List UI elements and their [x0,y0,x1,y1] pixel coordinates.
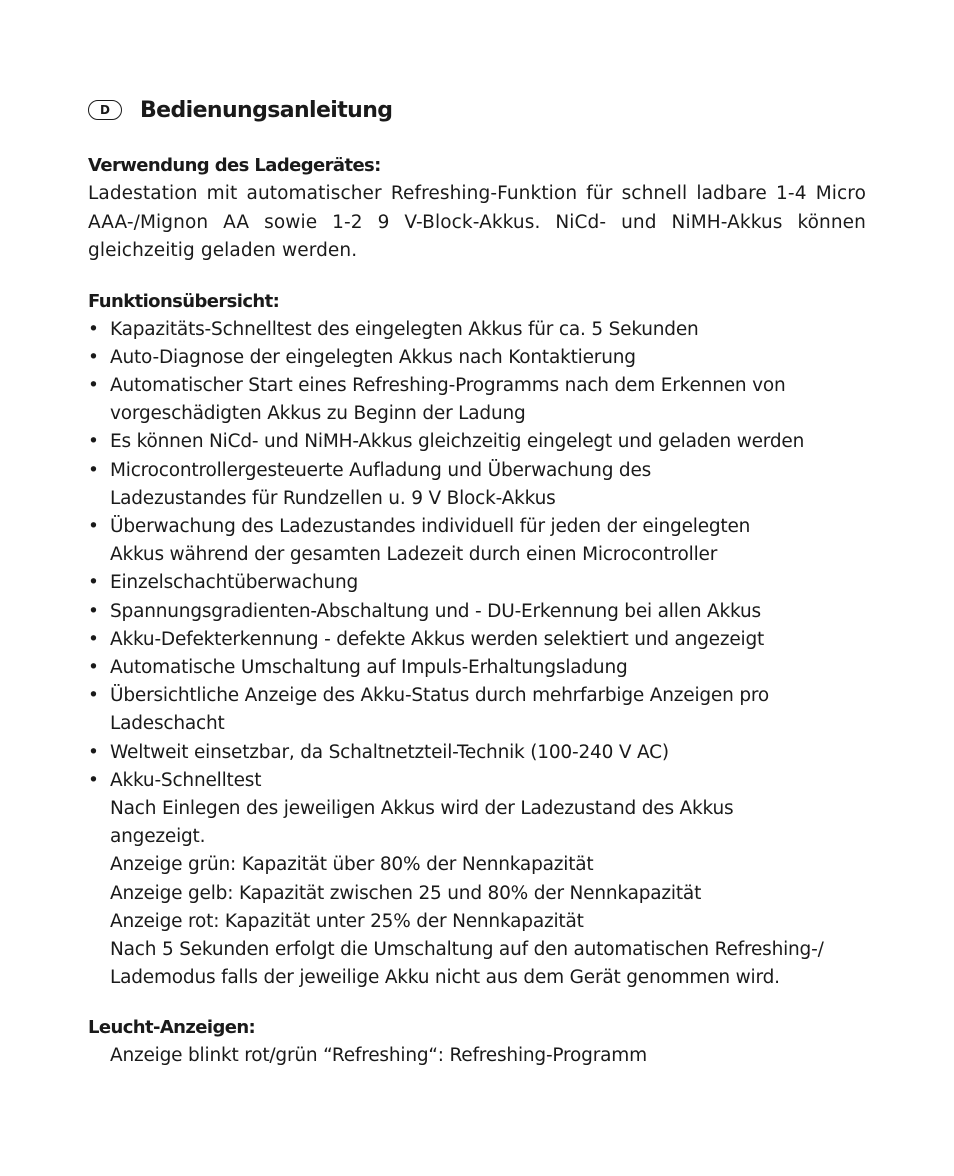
feature-text-line: Auto-Diagnose der eingelegten Akkus nach Kontaktierung [110,346,636,368]
feature-text-line: vorgeschädigten Akkus zu Beginn der Ladung [110,403,526,425]
bullet-icon: • [88,769,99,791]
feature-text-line: Akku-Schnelltest [110,769,262,791]
feature-item [88,626,866,654]
feature-item [88,598,866,626]
feature-text-line: Ladezustandes für Rundzellen u. 9 V Block-Akkus [110,487,556,509]
feature-text-line: Anzeige gelb: Kapazität zwischen 25 und 80% der Nennkapazität [110,882,702,904]
feature-item [88,682,866,738]
bullet-icon: • [88,459,99,481]
features-section [88,288,866,993]
bullet-icon: • [88,741,99,763]
feature-text-line: Automatischer Start eines Refreshing-Programms nach dem Erkennen von [110,374,786,396]
usage-heading: Verwendung des Ladegerätes: [88,155,381,176]
feature-text-line: Lademodus falls der jeweilige Akku nicht aus dem Gerät genommen wird. [110,967,780,989]
bullet-icon: • [88,685,99,707]
feature-text-line: Microcontrollergesteuerte Aufladung und Überwachung des [110,459,652,481]
feature-text-line: Spannungsgradienten-Abschaltung und - DU-Erkennung bei allen Akkus [110,600,761,622]
feature-text-line: Einzelschachtüberwachung [110,572,359,594]
feature-list [88,316,866,993]
feature-item [88,513,866,569]
feature-text-line: Kapazitäts-Schnelltest des eingelegten Akkus für ca. 5 Sekunden [110,318,699,340]
feature-text-line: Anzeige grün: Kapazität über 80% der Nennkapazität [110,854,594,876]
indicator-line: Anzeige blinkt rot/grün “Refreshing“: Refreshing-Programm [110,1045,647,1067]
title-row [88,92,866,128]
feature-text-line: Automatische Umschaltung auf Impuls-Erhaltungsladung [110,656,628,678]
usage-section [88,152,866,266]
usage-text-line: AAA-/Mignon AA sowie 1-2 9 V-Block-Akkus. NiCd- und NiMH-Akkus können [88,211,866,233]
feature-text-line: Weltweit einsetzbar, da Schaltnetzteil-Technik (100-240 V AC) [110,741,669,763]
feature-text-line: Nach Einlegen des jeweiligen Akkus wird der Ladezustand des Akkus [110,797,734,819]
feature-text-line: Übersichtliche Anzeige des Akku-Status durch mehrfarbige Anzeigen pro [110,685,769,707]
page-title: Bedienungsanleitung [140,97,393,123]
feature-text-line: Es können NiCd- und NiMH-Akkus gleichzeitig eingelegt und geladen werden [110,431,805,453]
feature-item [88,428,866,456]
bullet-icon: • [88,431,99,453]
feature-item [88,344,866,372]
bullet-icon: • [88,572,99,594]
feature-text-line: Akkus während der gesamten Ladezeit durch einen Microcontroller [110,544,718,566]
bullet-icon: • [88,656,99,678]
features-heading: Funktionsübersicht: [88,290,280,312]
feature-item [88,316,866,344]
feature-item [88,767,866,993]
feature-text-line: Akku-Defekterkennung - defekte Akkus werden selektiert und angezeigt [110,628,765,650]
language-badge: D [88,100,122,120]
usage-paragraph [88,180,866,266]
feature-text-line: Ladeschacht [110,713,225,735]
manual-page [88,92,866,1071]
indicators-section [88,1014,866,1070]
feature-text-line: Anzeige rot: Kapazität unter 25% der Nennkapazität [110,910,584,932]
feature-text-line: Nach 5 Sekunden erfolgt die Umschaltung auf den automatischen Refreshing-/ [110,938,824,960]
indicator-text [88,1042,866,1070]
feature-item [88,457,866,513]
indicators-heading: Leucht-Anzeigen: [88,1017,256,1039]
feature-item [88,654,866,682]
bullet-icon: • [88,515,99,537]
bullet-icon: • [88,628,99,650]
bullet-icon: • [88,318,99,340]
feature-item [88,739,866,767]
bullet-icon: • [88,374,99,396]
usage-text-line: Ladestation mit automatischer Refreshing-Funktion für schnell ladbare 1-4 Micro [88,183,866,204]
bullet-icon: • [88,346,99,368]
feature-item [88,372,866,428]
feature-text-line: Überwachung des Ladezustandes individuell für jeden der eingelegten [110,515,751,537]
feature-item [88,569,866,597]
usage-text-line: gleichzeitig geladen werden. [88,240,358,261]
bullet-icon: • [88,600,99,622]
feature-text-line: angezeigt. [110,826,206,848]
